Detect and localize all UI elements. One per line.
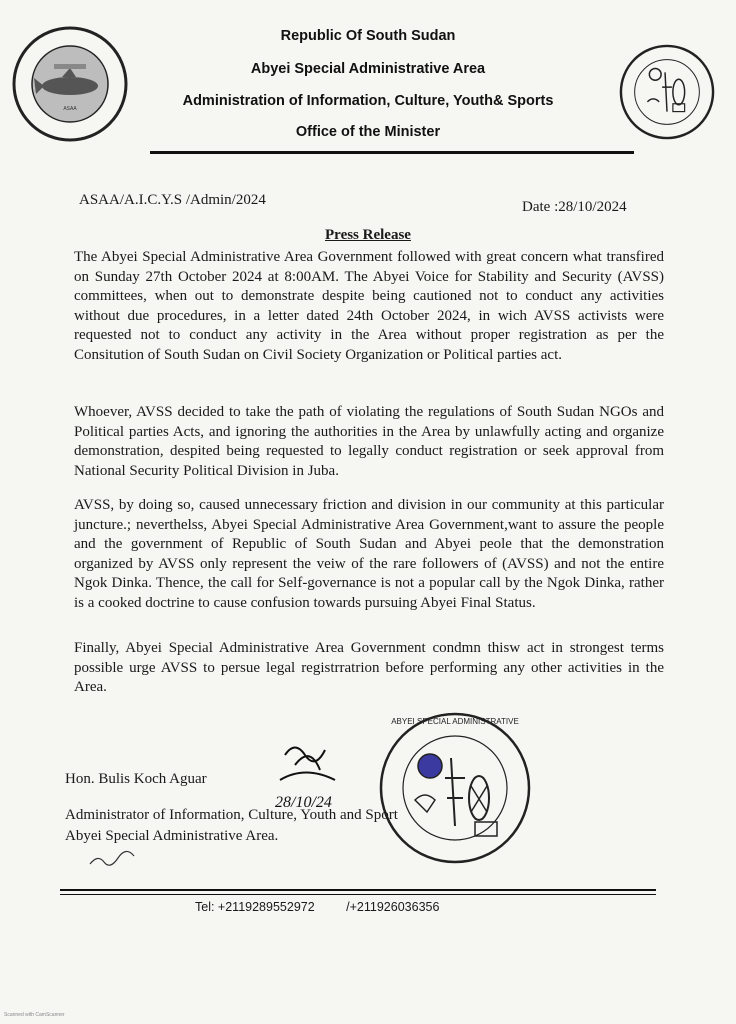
footer-divider-thin [60, 894, 656, 895]
document-title: Press Release [325, 227, 411, 243]
scribble-mark [88, 848, 138, 870]
phone-number-1: Tel: +2119289552972 [195, 900, 315, 914]
document-date: Date :28/10/2024 [522, 199, 627, 215]
official-stamp [375, 708, 535, 868]
header-administration: Administration of Information, Culture, Youth& Sports [182, 93, 554, 109]
svg-text:ASAA: ASAA [63, 106, 77, 112]
header-area: Abyei Special Administrative Area [250, 61, 486, 77]
paragraph-2: Whoever, AVSS decided to take the path of violating the regulations of South Sudan NGOs and Political parties Acts, and ignoring the authorities in the Area by unlawfully acting and organize demonstration, despited being requested to legally conduct registration or seek approval from National Security Political Division in Juba. [74, 404, 664, 479]
signatory-name: Hon. Bulis Koch Aguar [65, 771, 207, 787]
scanner-watermark: Scanned with CamScanner [4, 1012, 65, 1018]
signatory-title: Administrator of Information, Culture, Youth and Sport [65, 807, 398, 823]
svg-text:ABYEI SPECIAL ADMINISTRATIVE: ABYEI SPECIAL ADMINISTRATIVE [391, 717, 519, 726]
paragraph-1: The Abyei Special Administrative Area Government followed with great concern what transfired on Sunday 27th October 2024 at 8:00AM. The Abyei Voice for Stability and Security (AVSS) committees, when out to demonstrate despite being cautioned not to conduct any activities without due procedures, in a letter dated 24th October 2024, in wich AVSS activists were requested not to conduct any activity in the Area without proper registration as per the Consitution of South Sudan on Civil Society Organization or Political parties act. [74, 249, 664, 363]
header-country: Republic Of South Sudan [280, 28, 456, 44]
header-divider [150, 151, 634, 154]
header-office: Office of the Minister [295, 124, 441, 140]
phone-number-2: /+211926036356 [346, 900, 440, 914]
paragraph-3: AVSS, by doing so, caused unnecessary friction and division in our community at this particular juncture.; neverthelss, Abyei Special Administrative Area Government,want to assure the people and the government of Republic of South Sudan and Abyei peole that the demonstration organized by AVSS only represent the veiw of the rare followers of (AVSS) and not the entire Ngok Dinka. Thence, the call for Self-governance is not a popular call by the Ngok Dinka, rather is a cooked doctrine to cause confusion towards pursuing Abyei Final Status. [74, 497, 664, 611]
paragraph-4: Finally, Abyei Special Administrative Area Government condmn thisw act in strongest terms possible urge AVSS to persue legal registrratrion before performing any other activities in the Area. [74, 640, 664, 696]
reference-number: ASAA/A.I.C.Y.S /Admin/2024 [79, 192, 266, 208]
footer-divider [60, 889, 656, 891]
signature-date: 28/10/24 [275, 794, 332, 811]
footer-contact [195, 900, 467, 914]
signatory-area: Abyei Special Administrative Area. [65, 828, 279, 844]
